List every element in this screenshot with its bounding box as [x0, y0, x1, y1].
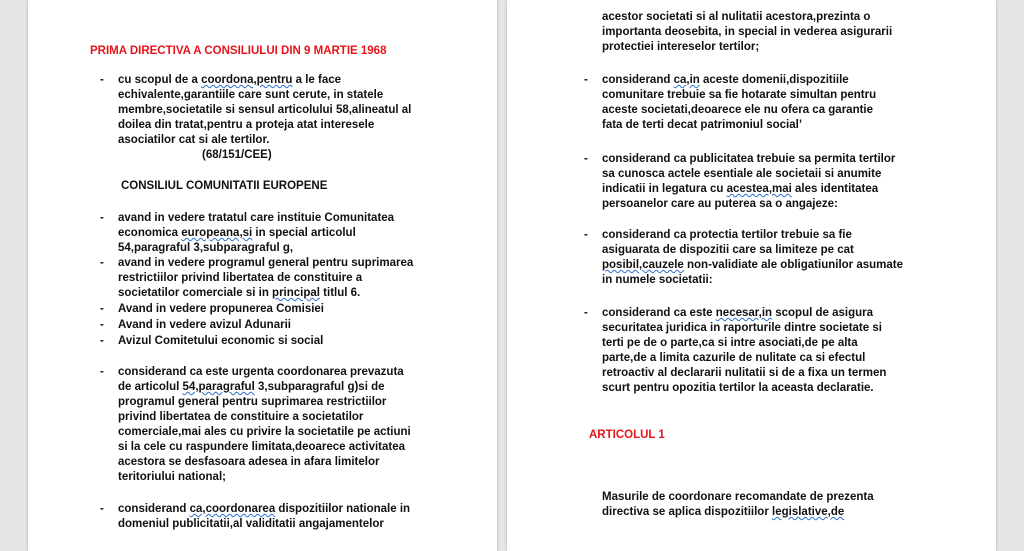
text-line: sa cunosca actele esentiale ale societaii si anumite [602, 168, 882, 180]
text-line: Avizul Comitetului economic si social [118, 335, 324, 347]
text-line: posibil,cauzele non-validiate ale obligatiunilor asumate [602, 259, 903, 271]
spellcheck-word[interactable]: legislative,de [772, 506, 845, 518]
text-line: programul general pentru suprimarea restrictiilor [118, 396, 387, 408]
text-line: considerand ca publicitatea trebuie sa permita tertilor [602, 153, 896, 165]
bullet-dash: - [584, 74, 588, 86]
bullet-dash: - [584, 307, 588, 319]
spellcheck-word[interactable]: coordona,pentru [201, 74, 293, 86]
text-line: fata de terti decat patrimoniul social’ [602, 119, 803, 131]
document-page-right [507, 0, 996, 551]
bullet-dash: - [100, 212, 104, 224]
text-line: acestora se desfasoara adesea in afara limitelor [118, 456, 380, 468]
text-line: de articolul 54,paragraful 3,subparagraful g)si de [118, 381, 385, 393]
article-heading: ARTICOLUL 1 [589, 429, 665, 441]
bullet-dash: - [100, 257, 104, 269]
document-page-left [28, 0, 497, 551]
bullet-dash: - [100, 319, 104, 331]
text-line: considerand ca protectia tertilor trebuie sa fie [602, 229, 852, 241]
spellcheck-word[interactable]: posibil,cauzele [602, 259, 684, 271]
bullet-dash: - [584, 153, 588, 165]
text-line: securitatea juridica in raporturile dintre societate si [602, 322, 882, 334]
spellcheck-word[interactable]: 54,paragraful [182, 381, 255, 393]
spellcheck-word[interactable]: necesar,in [715, 307, 773, 319]
text-line: acestor societati si al nulitatii acestora,prezinta o [602, 11, 871, 23]
text-line: retroactiv al declararii nulitatii si de a fixa un termen [602, 367, 887, 379]
text-line: in numele societatii: [602, 274, 713, 286]
spellcheck-word[interactable]: ca,in [673, 74, 700, 86]
bullet-dash: - [100, 335, 104, 347]
text-line: membre,societatile si sensul articolului 58,alineatul al [118, 104, 412, 116]
text-line: economica europeana,si in special articolul [118, 227, 356, 239]
text-line: protectiei intereselor tertilor; [602, 41, 760, 53]
bullet-dash: - [100, 74, 104, 86]
text-line: asiguarata de dispozitii care sa limiteze pe cat [602, 244, 854, 256]
spellcheck-word[interactable]: acestea,mai [726, 183, 792, 195]
spellcheck-word[interactable]: principal [272, 287, 320, 299]
text-line: Masurile de coordonare recomandate de prezenta [602, 491, 874, 503]
directive-code: (68/151/CEE) [202, 149, 272, 161]
text-line: importanta deosebita, in special in vederea asigurarii [602, 26, 893, 38]
spellcheck-word[interactable]: ca,coordonarea [189, 503, 276, 515]
text-line: avand in vedere programul general pentru suprimarea [118, 257, 414, 269]
bullet-dash: - [100, 503, 104, 515]
text-line: considerand ca,coordonarea dispozitiilor nationale in [118, 503, 411, 515]
text-line: 54,paragraful 3,subparagraful g, [118, 242, 294, 254]
text-line: restrictiilor privind libertatea de constituire a [118, 272, 363, 284]
text-line: privind libertatea de constituire a societatilor [118, 411, 364, 423]
text-line: scurt pentru opozitia tertilor la aceasta declaratie. [602, 382, 874, 394]
council-heading: CONSILIUL COMUNITATII EUROPENE [121, 180, 328, 192]
text-line: terti pe de o parte,ca si intre asociati,de pe alta [602, 337, 858, 349]
text-line: Avand in vedere avizul Adunarii [118, 319, 291, 331]
bullet-dash: - [100, 366, 104, 378]
text-line: societatilor comerciale si in principal titlul 6. [118, 287, 361, 299]
text-line: considerand ca este necesar,in scopul de asigura [602, 307, 874, 319]
spellcheck-word[interactable]: europeana,si [181, 227, 253, 239]
text-line: aceste societati,deoarece ele nu ofera ca garantie [602, 104, 874, 116]
text-line: domeniul publicitatii,al validitatii angajamentelor [118, 518, 384, 530]
bullet-dash: - [584, 229, 588, 241]
text-line: asociatilor cat si ale tertilor. [118, 134, 270, 146]
text-line: indicatii in legatura cu acestea,mai ales identitatea [602, 183, 879, 195]
text-line: Avand in vedere propunerea Comisiei [118, 303, 324, 315]
text-line: cu scopul de a coordona,pentru a le face [118, 74, 342, 86]
text-line: avand in vedere tratatul care instituie Comunitatea [118, 212, 395, 224]
text-line: teritoriului national; [118, 471, 226, 483]
text-line: doilea din tratat,pentru a proteja atat interesele [118, 119, 375, 131]
text-line: considerand ca este urgenta coordonarea prevazuta [118, 366, 404, 378]
text-line: echivalente,garantiile care sunt cerute, in statele [118, 89, 384, 101]
text-line: parte,de a limita cazurile de nulitate ca si efectul [602, 352, 866, 364]
text-line: comunitare trebuie sa fie hotarate simultan pentru [602, 89, 877, 101]
text-line: comerciale,mai ales cu privire la societatile pe actiuni [118, 426, 411, 438]
bullet-dash: - [100, 303, 104, 315]
directive-heading: PRIMA DIRECTIVA A CONSILIULUI DIN 9 MARTIE 1968 [90, 45, 387, 57]
text-line: directiva se aplica dispozitiilor legislative,de [602, 506, 845, 518]
text-line: considerand ca,in aceste domenii,dispozitiile [602, 74, 849, 86]
text-line: si la cele cu raspundere limitata,deoarece activitatea [118, 441, 406, 453]
text-line: persoanelor care au puterea sa o angajeze: [602, 198, 838, 210]
